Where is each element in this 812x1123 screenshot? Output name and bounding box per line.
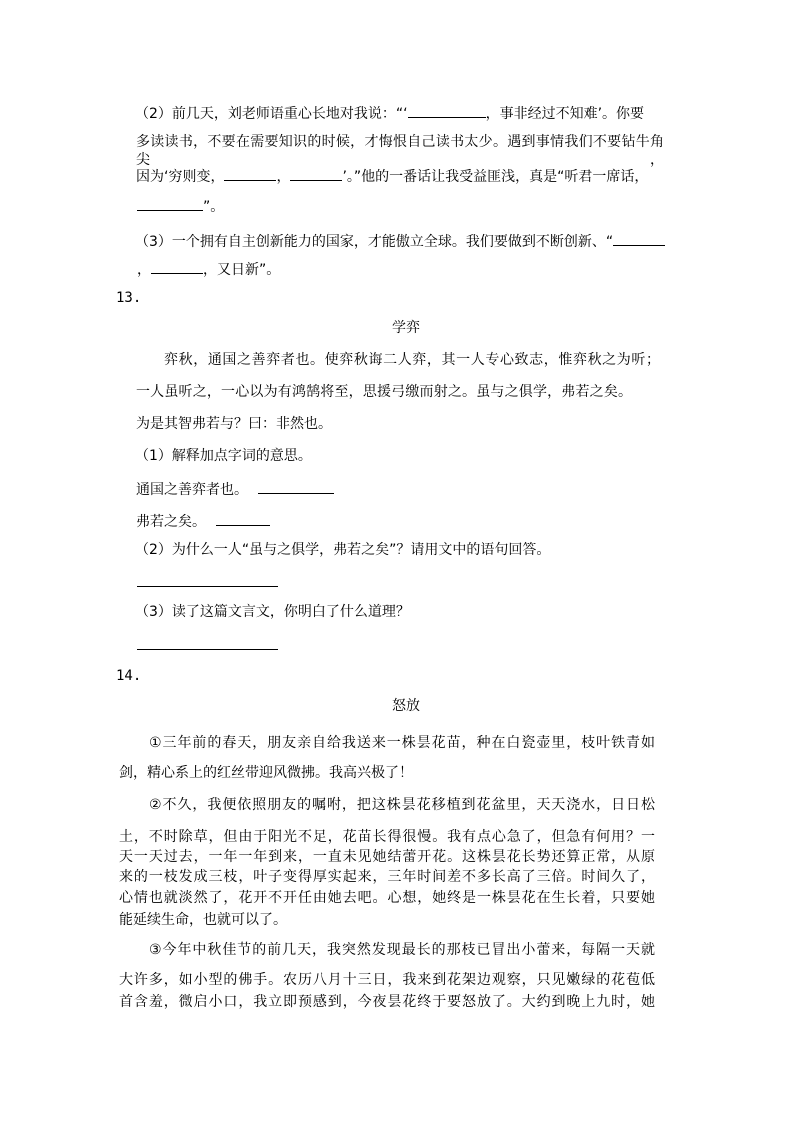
text: 弗若之矣。 xyxy=(136,514,206,530)
text: 因为‘穷则变， xyxy=(136,169,225,185)
q12-part3-line1 xyxy=(135,231,665,249)
text: （2）前几天，刘老师语重心长地对我说：“‘ xyxy=(135,106,408,122)
question-number: 13. xyxy=(116,290,142,306)
passage-title: 学弈 xyxy=(392,320,420,336)
paragraph-line: 天一天过去，一年一年到来，一直未见她结蕾开花。这株昙花长势还算正常，从原 xyxy=(119,849,655,865)
passage-line: 一人虽听之，一心以为有鸿鹄将至，思援弓缴而射之。虽与之俱学，弗若之矣。 xyxy=(136,384,632,400)
question-3: （3）读了这篇文言文，你明白了什么道理？ xyxy=(135,604,410,620)
paragraph-line: 首含羞，微启小口，我立即预感到，今夜昙花终于要怒放了。大约到晚上九时，她 xyxy=(119,994,655,1010)
text: ’。”他的一番话让我受益匪浅，真是“听君一席话， xyxy=(342,169,649,185)
question-2: （2）为什么一人“虽与之俱学，弗若之矣”？请用文中的语句回答。 xyxy=(135,542,551,558)
answer-blank[interactable] xyxy=(613,231,665,246)
passage-line: 为是其智弗若与？曰：非然也。 xyxy=(136,416,332,432)
answer-blank[interactable] xyxy=(216,511,270,526)
q12-part3-line2 xyxy=(137,259,280,277)
question-number: 14. xyxy=(116,668,142,684)
q12-part2-line3 xyxy=(136,166,648,184)
text: （3）一个拥有自主创新能力的国家，才能傲立全球。我们要做到不断创新、“ xyxy=(135,234,614,250)
answer-line[interactable] xyxy=(137,635,278,653)
answer-blank[interactable] xyxy=(224,166,276,181)
question-1: （1）解释加点字词的意思。 xyxy=(135,448,312,464)
paragraph-line: ①三年前的春天，朋友亲自给我送来一株昙花苗，种在白瓷壶里，枝叶铁青如 xyxy=(149,735,655,751)
text: ，事非经过不知难’。你要 xyxy=(485,106,645,122)
text: 通国之善弈者也。 xyxy=(136,482,248,498)
text: ”。 xyxy=(203,199,225,215)
passage-title: 怒放 xyxy=(392,698,420,714)
passage-line: 弈秋，通国之善弈者也。使弈秋诲二人弈，其一人专心致志，惟弈秋之为听； xyxy=(164,352,660,368)
paragraph-line: 来的一枝发成三枝，叶子变得厚实起来，三年时间差不多长高了三倍。时间久了， xyxy=(119,869,655,885)
question-1b xyxy=(136,511,270,529)
paragraph-line: ②不久，我便依照朋友的嘱咐，把这株昙花移植到花盆里，天天浇水，日日松 xyxy=(149,797,655,813)
answer-blank[interactable] xyxy=(137,196,203,211)
text: ，又日新”。 xyxy=(203,262,281,278)
paragraph-line: 大许多，如小型的佛手。农历八月十三日，我来到花架边观察，只见嫩绿的花苞低 xyxy=(119,972,655,988)
q12-part2-line2: 多读读书，不要在需要知识的时候，才悔恨自己读书太少。遇到事情我们不要钻牛角尖， xyxy=(136,134,664,168)
text: ， xyxy=(137,262,151,278)
paragraph-line: 能延续生命，也就可以了。 xyxy=(119,912,287,928)
paragraph-line: 心情也就淡然了，花开不开任由她去吧。心想，她终是一株昙花在生长着，只要她 xyxy=(119,890,655,906)
paragraph-line: ③今年中秋佳节的前几天，我突然发现最长的那枝已冒出小蕾来，每隔一天就 xyxy=(149,942,655,958)
answer-blank[interactable] xyxy=(290,166,342,181)
answer-blank[interactable] xyxy=(151,259,203,274)
answer-blank[interactable] xyxy=(258,479,334,494)
paragraph-line: 土，不时除草，但由于阳光不足，花苗长得很慢。我有点心急了，但急有何用？一 xyxy=(119,829,655,845)
text: ， xyxy=(276,169,291,185)
q12-part2-line4 xyxy=(137,196,224,214)
q12-part2-line1 xyxy=(135,103,644,121)
question-1a xyxy=(136,479,334,497)
answer-blank[interactable] xyxy=(408,103,486,118)
answer-line[interactable] xyxy=(137,572,278,590)
paragraph-line: 剑，精心系上的红丝带迎风微拂。我高兴极了！ xyxy=(119,765,413,781)
